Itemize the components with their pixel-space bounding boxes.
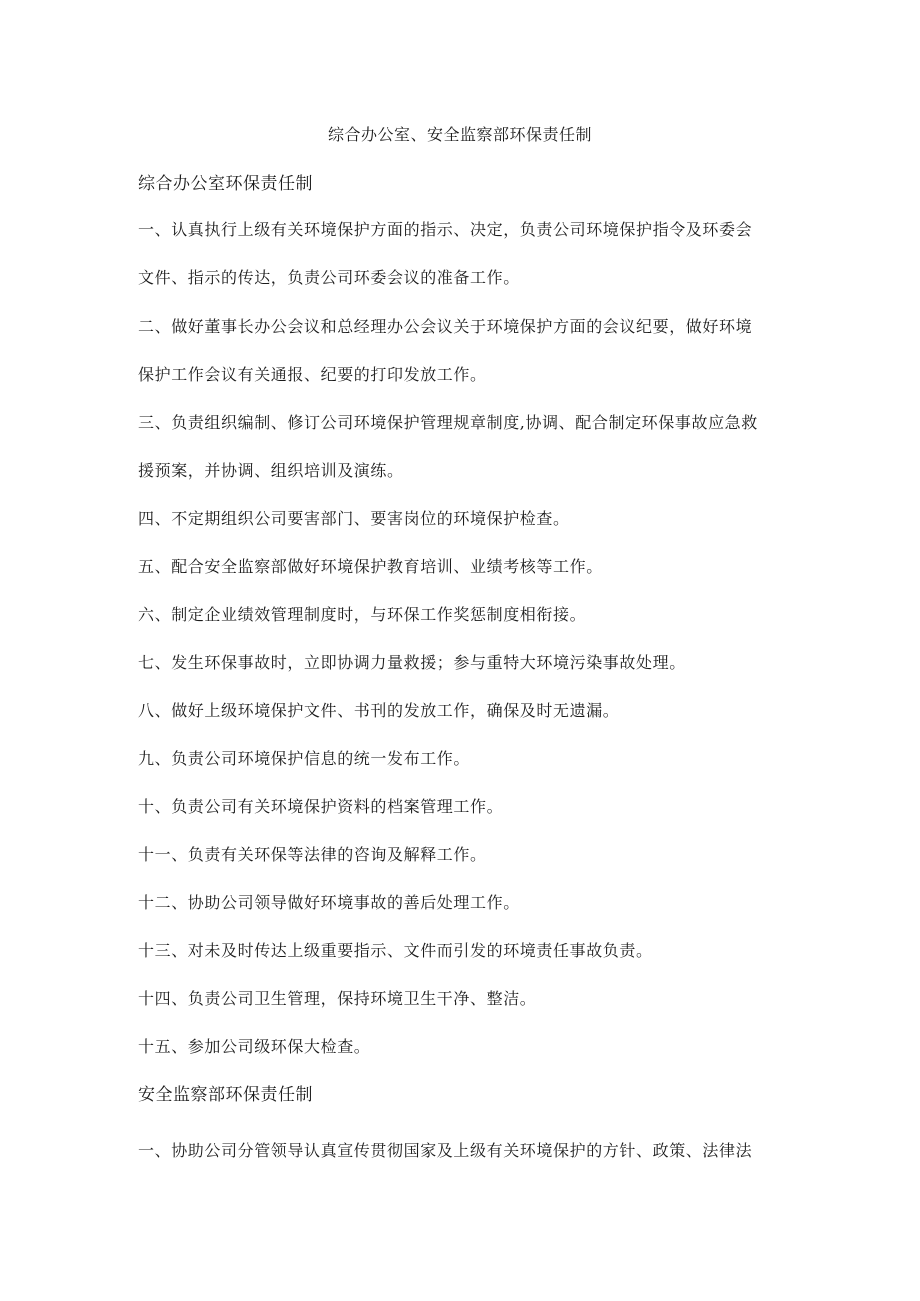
paragraph-line: 十五、参加公司级环保大检查。 — [138, 1037, 371, 1056]
paragraph-line: 保护工作会议有关通报、纪要的打印发放工作。 — [138, 365, 487, 384]
paragraph-line: 六、制定企业绩效管理制度时，与环保工作奖惩制度相衔接。 — [138, 605, 587, 624]
paragraph-line: 十四、负责公司卫生管理，保持环境卫生干净、整洁。 — [138, 989, 537, 1008]
paragraph-line: 七、发生环保事故时，立即协调力量救援；参与重特大环境污染事故处理。 — [138, 653, 686, 672]
paragraph-line: 十三、对未及时传达上级重要指示、文件而引发的环境责任事故负责。 — [138, 941, 653, 960]
section-heading-office: 综合办公室环保责任制 — [138, 174, 313, 194]
paragraph-line: 文件、指示的传达，负责公司环委会议的准备工作。 — [138, 268, 520, 287]
paragraph-line: 九、负责公司环境保护信息的统一发布工作。 — [138, 749, 471, 768]
section-heading-safety: 安全监察部环保责任制 — [138, 1085, 313, 1105]
paragraph-line: 三、负责组织编制、修订公司环境保护管理规章制度,协调、配合制定环保事故应急救 — [138, 413, 758, 432]
paragraph-line: 五、配合安全监察部做好环境保护教育培训、业绩考核等工作。 — [138, 557, 603, 576]
paragraph-line: 一、协助公司分管领导认真宣传贯彻国家及上级有关环境保护的方针、政策、法律法 — [138, 1141, 753, 1160]
paragraph-line: 八、做好上级环境保护文件、书刊的发放工作，确保及时无遗漏。 — [138, 701, 620, 720]
paragraph-line: 二、做好董事长办公会议和总经理办公会议关于环境保护方面的会议纪要，做好环境 — [138, 317, 753, 336]
paragraph-line: 十一、负责有关环保等法律的咨询及解释工作。 — [138, 845, 487, 864]
paragraph-line: 一、认真执行上级有关环境保护方面的指示、决定，负责公司环境保护指令及环委会 — [138, 220, 753, 239]
paragraph-line: 四、不定期组织公司要害部门、要害岗位的环境保护检查。 — [138, 509, 570, 528]
document-title: 综合办公室、安全监察部环保责任制 — [327, 125, 592, 144]
paragraph-line: 十二、协助公司领导做好环境事故的善后处理工作。 — [138, 893, 520, 912]
paragraph-line: 十、负责公司有关环境保护资料的档案管理工作。 — [138, 797, 504, 816]
paragraph-line: 援预案，并协调、组织培训及演练。 — [138, 461, 404, 480]
